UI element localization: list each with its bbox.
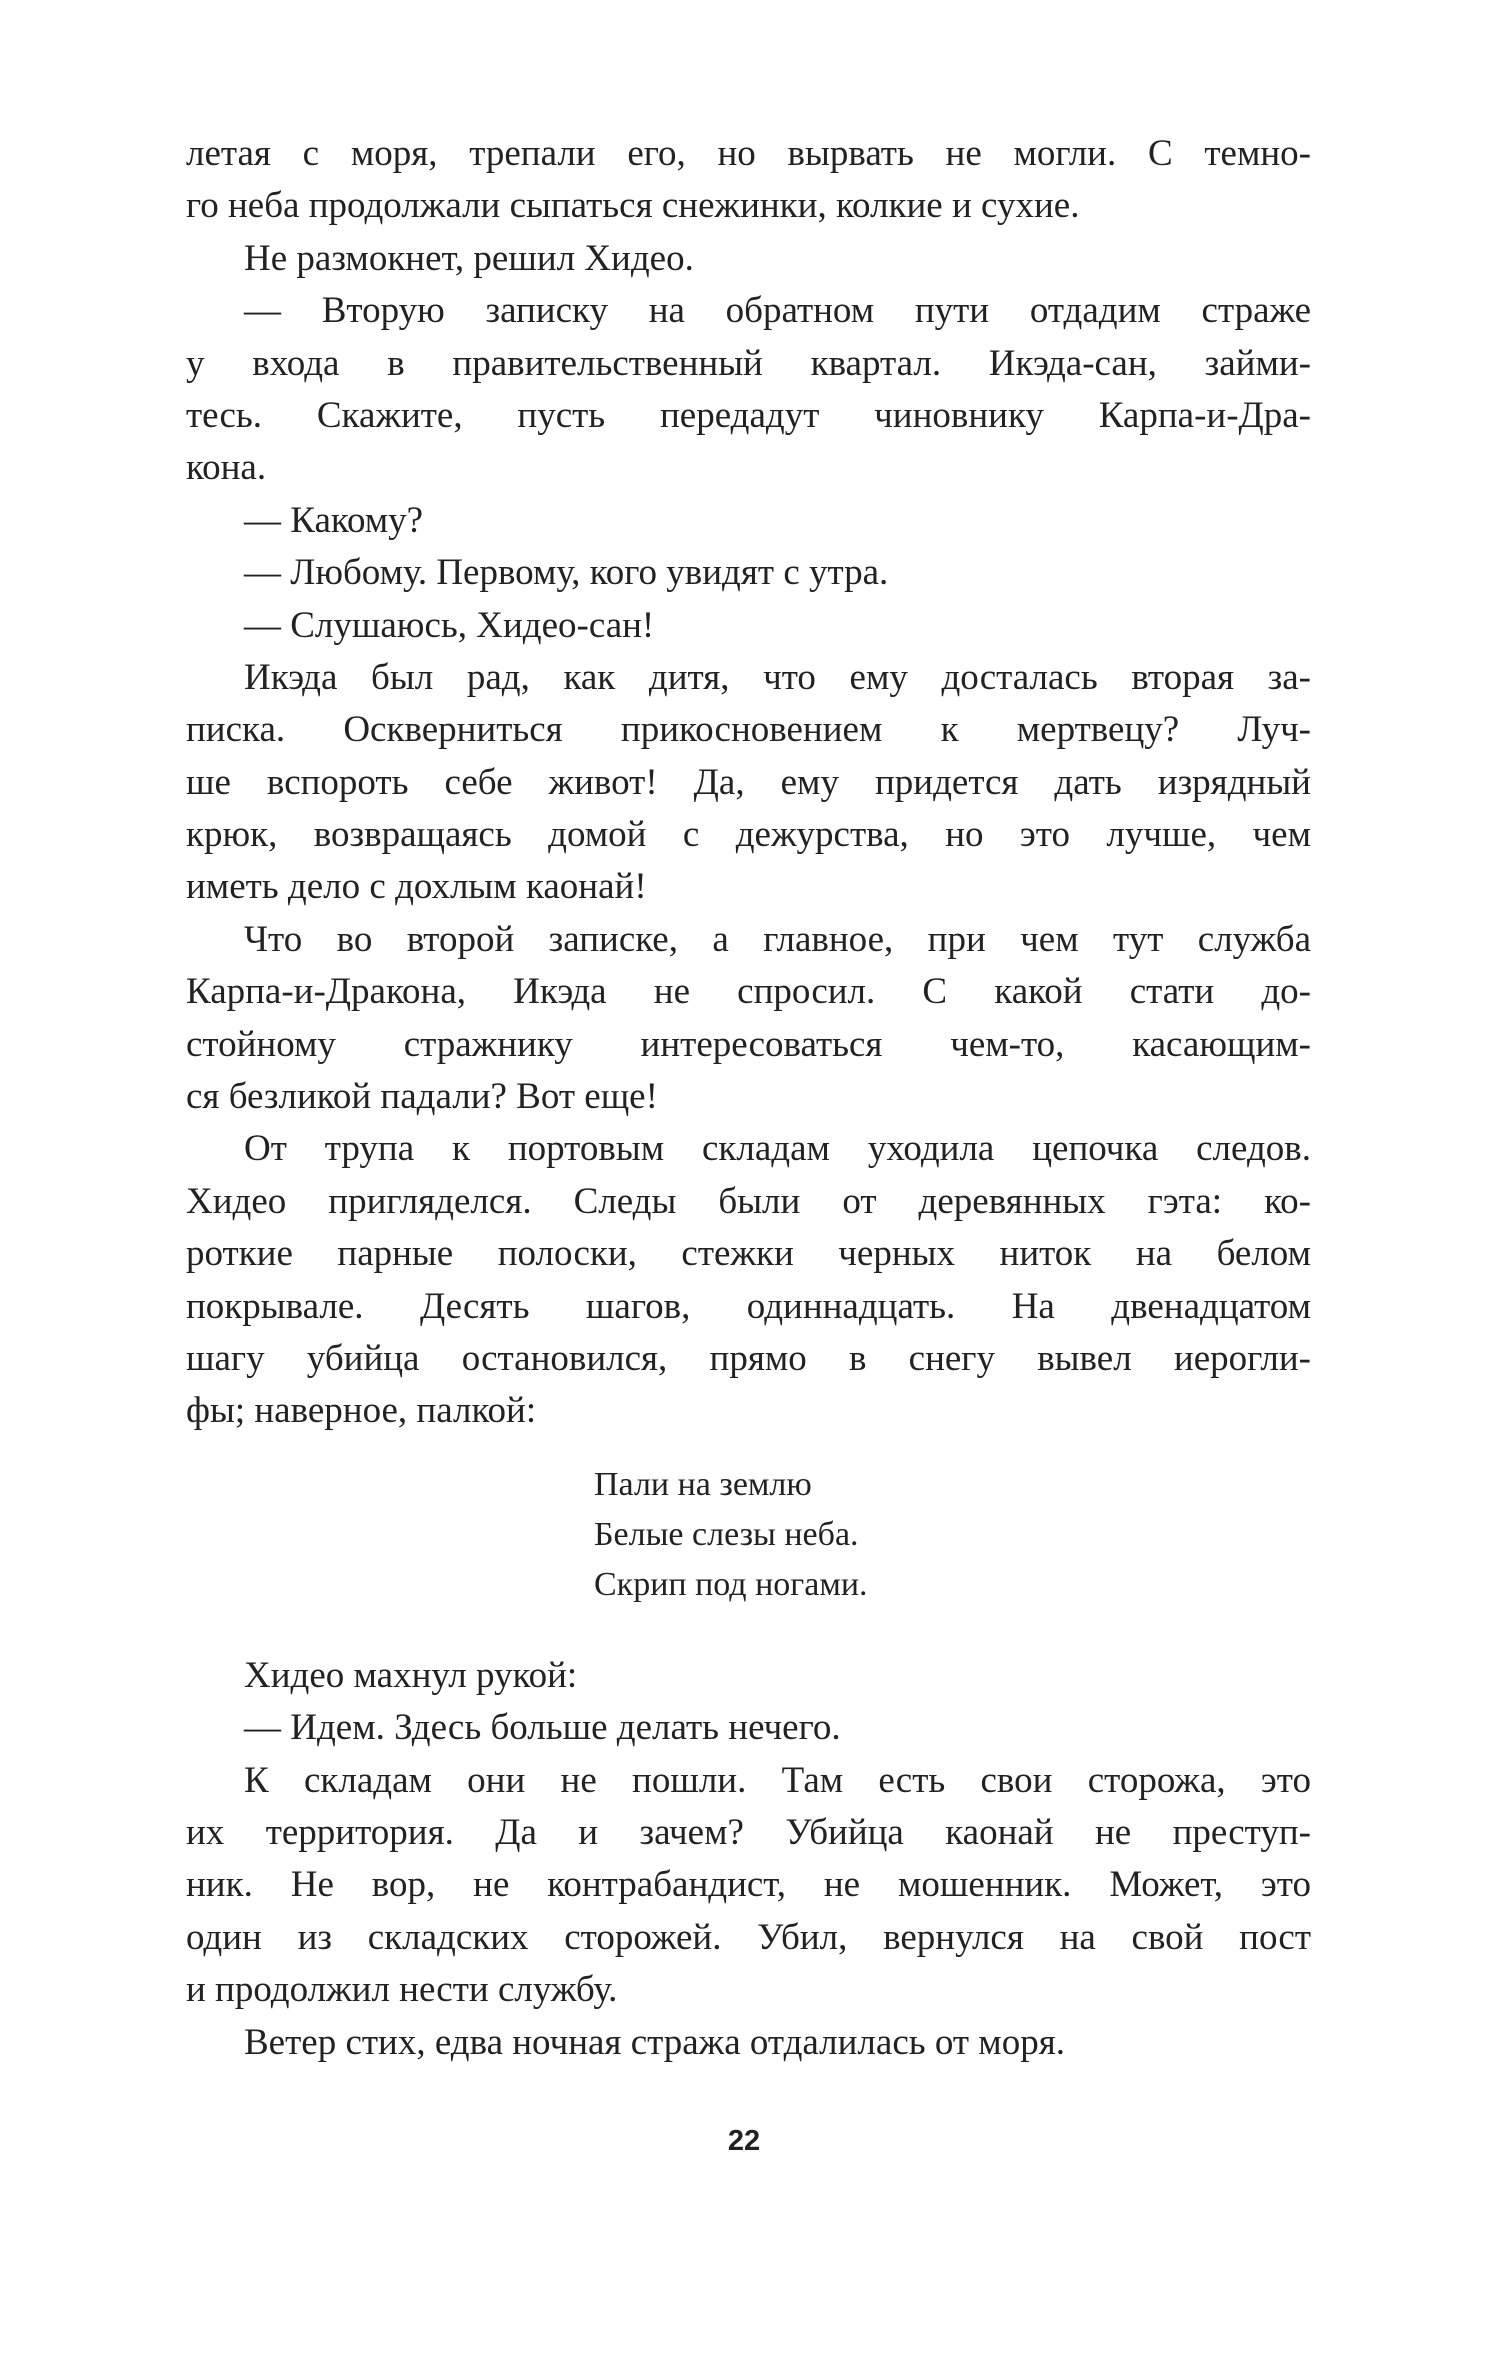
text-line: фы; наверное, палкой:: [186, 1390, 537, 1432]
spacer: [186, 1610, 1311, 1650]
text-line: Хидео пригляделся. Следы были от деревянных гэта: ко-: [186, 1180, 1311, 1222]
text-line: Хидео махнул рукой:: [244, 1654, 578, 1696]
text-line: летая с моря, трепали его, но вырвать не могли. С темно-: [186, 133, 1311, 174]
haiku-line: Скрип под ногами.: [594, 1565, 868, 1603]
text-line: — Идем. Здесь больше делать нечего.: [244, 1707, 841, 1749]
text-line: стойному стражнику интересоваться чем-то, касающим-: [186, 1023, 1311, 1065]
text-line: Ветер стих, едва ночная стража отдалилась от моря.: [244, 2021, 1065, 2063]
spacer: [186, 1438, 1311, 1460]
text-line: — Любому. Первому, кого увидят с утра.: [244, 552, 889, 594]
page-number: 22: [727, 2125, 761, 2157]
page-body: [186, 128, 1311, 2069]
text-line: шагу убийца остановился, прямо в снегу вывел иерогли-: [186, 1337, 1311, 1379]
text-line: Не размокнет, решил Хидео.: [244, 237, 694, 279]
haiku-line: Белые слезы неба.: [594, 1515, 859, 1553]
text-line: — Какому?: [244, 499, 424, 541]
text-line: писка. Осквернитьcя прикосновением к мертвецу? Луч-: [186, 709, 1311, 751]
text-line: К складам они не пошли. Там есть свои сторожа, это: [244, 1759, 1311, 1801]
text-line: у входа в правительственный квартал. Икэда-сан, займи-: [186, 342, 1311, 384]
text-line: От трупа к портовым складам уходила цепочка следов.: [244, 1128, 1311, 1170]
text-line: Карпа-и-Дракона, Икэда не спросил. С какой стати до-: [186, 971, 1311, 1013]
text-line: их территория. Да и зачем? Убийца каонай не преступ-: [186, 1811, 1311, 1853]
haiku-line: Пали на землю: [594, 1465, 812, 1503]
text-line: иметь дело с дохлым каонай!: [186, 866, 647, 908]
text-line: Икэда был рад, как дитя, что ему досталась вторая за-: [244, 656, 1311, 698]
text-line: тесь. Скажите, пусть передадут чиновнику Карпа-и-Дра-: [186, 394, 1311, 436]
text-line: ник. Не вор, не контрабандист, не мошенник. Может, это: [186, 1864, 1311, 1906]
text-line: Что во второй записке, а главное, при чем тут служба: [244, 918, 1311, 960]
text-line: и продолжил нести службу.: [186, 1969, 618, 2011]
text-line: ся безликой падали? Вот еще!: [186, 1076, 658, 1118]
text-line: один из складских сторожей. Убил, вернулся на свой пост: [186, 1916, 1311, 1958]
text-line: го неба продолжали сыпаться снежинки, колкие и сухие.: [186, 185, 1080, 227]
text-line: крюк, возвращаясь домой с дежурства, но это лучше, чем: [186, 814, 1311, 856]
text-line: покрывале. Десять шагов, одиннадцать. На двенадцатом: [186, 1285, 1311, 1327]
haiku: [186, 1460, 1311, 1610]
text-line: кона.: [186, 447, 267, 489]
text-line: роткие парные полоски, стежки черных ниток на белом: [186, 1233, 1311, 1275]
text-line: — Слушаюсь, Хидео-сан!: [244, 604, 655, 646]
text-line: ше вспороть себе живот! Да, ему придется дать изрядный: [186, 761, 1311, 803]
text-line: — Вторую записку на обратном пути отдадим страже: [244, 290, 1311, 332]
